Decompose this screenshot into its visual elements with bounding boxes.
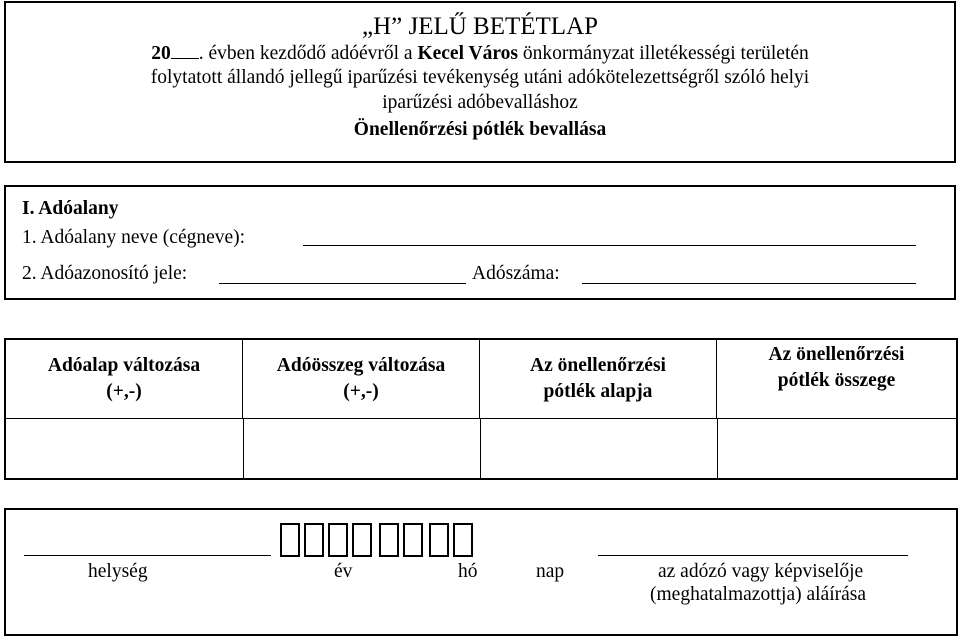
header-text-line: Adóalap változása <box>47 355 201 376</box>
signature-field[interactable] <box>598 555 908 556</box>
year-prefix: 20 <box>151 43 171 64</box>
header-text-line: pótlék összege <box>777 370 896 391</box>
taxpayer-name-label: 1. Adóalany neve (cégneve): <box>22 227 246 248</box>
table-row-divider <box>6 418 956 419</box>
signer-label-line-2: (meghatalmazottja) aláírása <box>650 584 867 605</box>
form-title: „H” JELŰ BETÉTLAP <box>361 13 599 40</box>
place-label: helység <box>88 561 148 582</box>
tax-base-change-input[interactable] <box>6 420 242 480</box>
year-digit-box[interactable] <box>280 523 300 557</box>
year-digit-box[interactable] <box>352 523 372 557</box>
year-blank[interactable] <box>171 43 199 59</box>
table-header-tax-base-change <box>6 340 243 418</box>
month-digit-box[interactable] <box>403 523 423 557</box>
signer-label-line-1: az adózó vagy képviselője <box>658 561 864 582</box>
tax-number-label: Adószáma: <box>472 263 560 284</box>
table-header-surcharge-amount <box>717 340 956 418</box>
day-digit-box[interactable] <box>429 523 449 557</box>
table-header-surcharge-base <box>480 340 717 418</box>
header-text-line: Az önellenőrzési <box>530 355 666 376</box>
header-text-line: Az önellenőrzési <box>768 344 905 365</box>
header-line-2-text-a: . évben kezdődő adóévről a <box>198 43 418 64</box>
tax-id-label: 2. Adóazonosító jele: <box>22 263 188 284</box>
taxpayer-name-field[interactable] <box>303 245 916 246</box>
municipality-name: Kecel Város <box>417 43 518 64</box>
header-line-2-text-b: önkormányzat illetékességi területén <box>518 43 809 64</box>
surcharge-amount-input[interactable] <box>718 420 954 480</box>
year-digit-box[interactable] <box>304 523 324 557</box>
tax-id-field[interactable] <box>219 283 466 284</box>
header-line-2 <box>6 43 954 65</box>
signature-section <box>4 508 958 636</box>
month-digit-box[interactable] <box>379 523 399 557</box>
year-digit-box[interactable] <box>328 523 348 557</box>
header-line-4: iparűzési adóbevalláshoz <box>382 92 578 113</box>
tax-amount-change-input[interactable] <box>244 420 480 480</box>
header-text-line: (+,-) <box>106 381 142 402</box>
surcharge-base-input[interactable] <box>481 420 717 480</box>
month-label: hó <box>458 561 478 582</box>
tax-number-field[interactable] <box>582 283 916 284</box>
header-text-line: pótlék alapja <box>543 381 653 402</box>
taxpayer-section <box>4 185 956 300</box>
header-text-line: Adóösszeg változása <box>276 355 446 376</box>
table-header-tax-amount-change <box>243 340 480 418</box>
form-subtitle: Önellenőrzési pótlék bevallása <box>353 119 607 140</box>
day-digit-box[interactable] <box>453 523 473 557</box>
header-text-line: (+,-) <box>343 381 379 402</box>
day-label: nap <box>536 561 565 582</box>
year-label: év <box>334 561 353 582</box>
form-header <box>4 1 956 163</box>
header-line-3: folytatott állandó jellegű iparűzési tevékenység utáni adókötelezettségről szóló helyi <box>150 67 810 88</box>
surcharge-table <box>4 338 958 480</box>
section-title: I. Adóalany <box>22 198 119 219</box>
place-field[interactable] <box>24 555 271 556</box>
